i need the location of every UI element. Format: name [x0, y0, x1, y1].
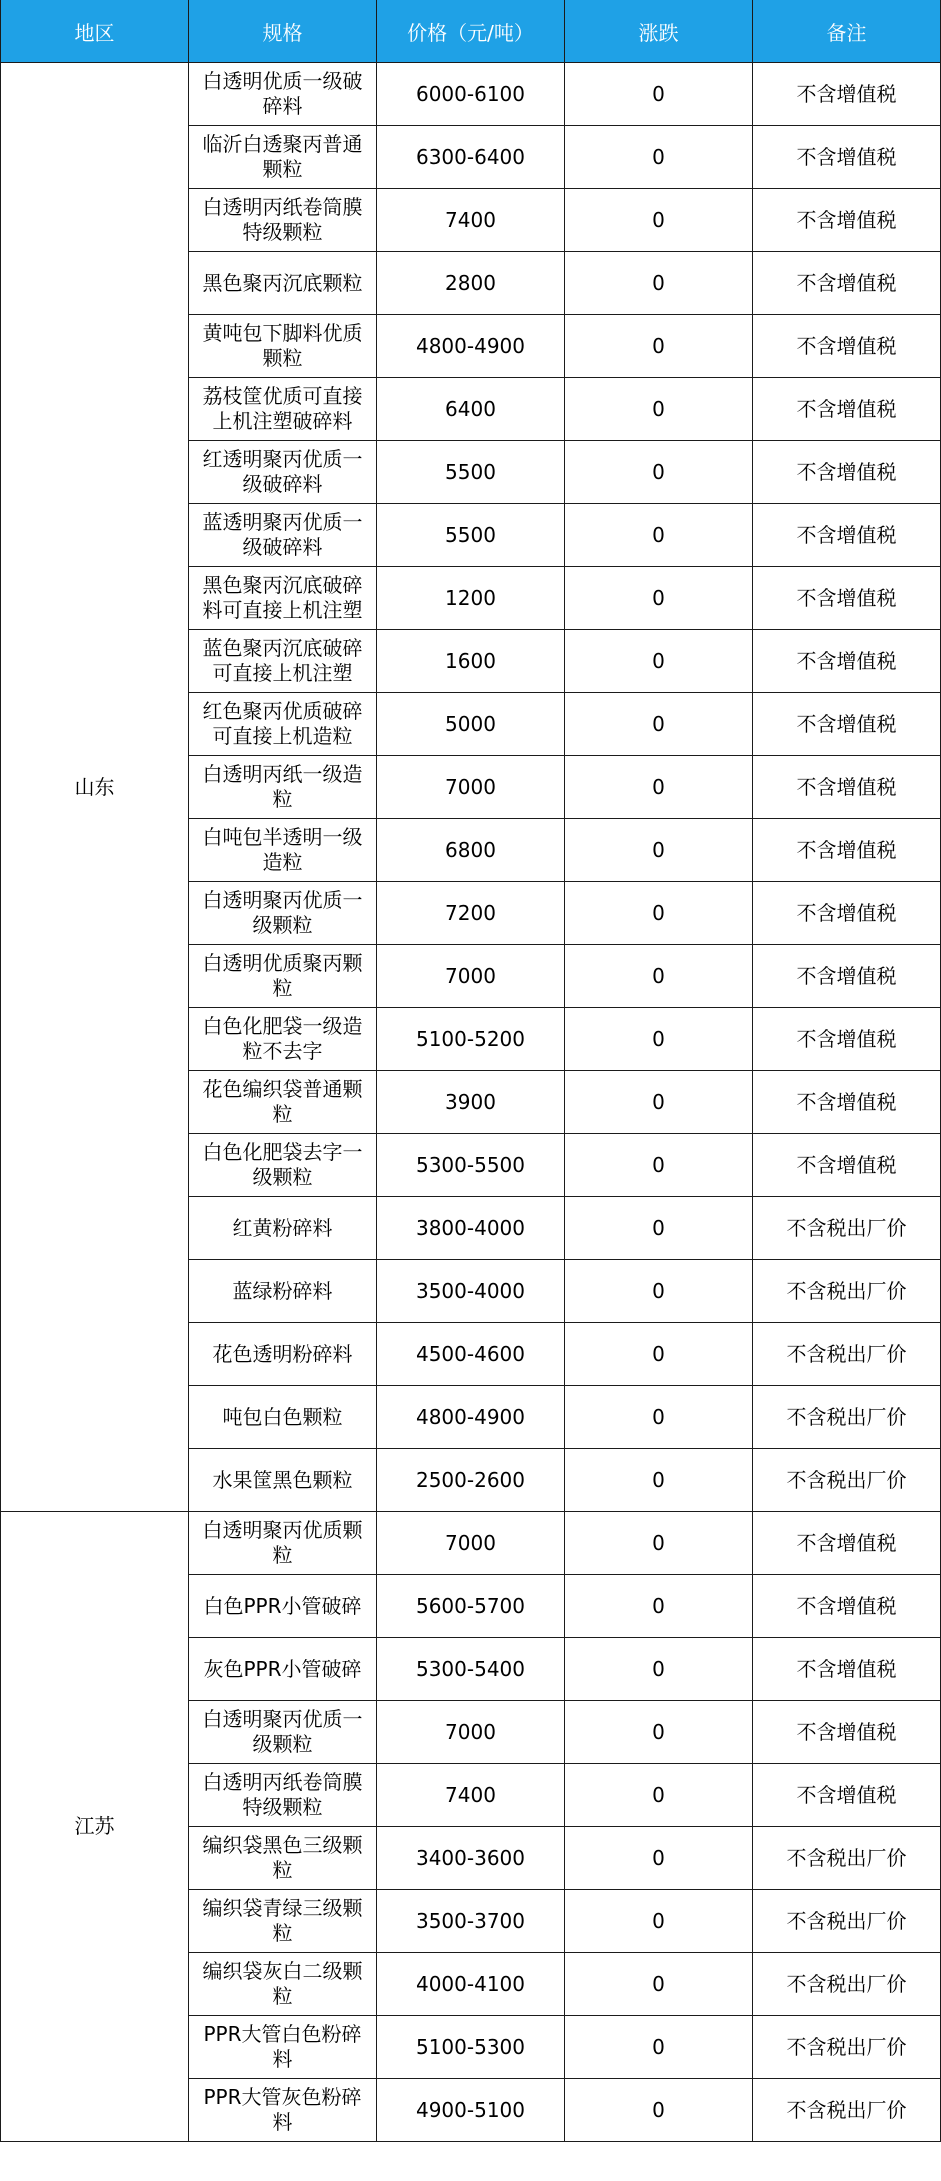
spec-text: 白色化肥袋去字一级颗粒 — [202, 1140, 363, 1189]
note-cell: 不含增值税 — [753, 567, 941, 630]
spec-cell — [189, 882, 377, 945]
spec-text: 白色PPR小管破碎 — [203, 1593, 362, 1618]
header-row — [1, 0, 941, 63]
note-cell: 不含增值税 — [753, 693, 941, 756]
price-cell: 3400-3600 — [377, 1827, 565, 1890]
spec-text: 蓝色聚丙沉底破碎可直接上机注塑 — [202, 636, 363, 685]
spec-text: 白透明优质一级破碎料 — [202, 69, 363, 118]
spec-text: 黑色聚丙沉底破碎料可直接上机注塑 — [202, 573, 363, 622]
change-cell: 0 — [565, 1638, 753, 1701]
price-cell: 4800-4900 — [377, 1386, 565, 1449]
price-cell: 7000 — [377, 1701, 565, 1764]
price-cell: 4000-4100 — [377, 1953, 565, 2016]
spec-cell — [189, 1827, 377, 1890]
price-cell: 3800-4000 — [377, 1197, 565, 1260]
price-cell: 7000 — [377, 756, 565, 819]
note-cell: 不含税出厂价 — [753, 1449, 941, 1512]
price-cell: 7200 — [377, 882, 565, 945]
change-cell: 0 — [565, 504, 753, 567]
spec-text: 荔枝筐优质可直接上机注塑破碎料 — [202, 384, 363, 433]
change-cell: 0 — [565, 945, 753, 1008]
spec-text: 白透明丙纸卷筒膜特级颗粒 — [202, 1770, 363, 1819]
price-cell: 4500-4600 — [377, 1323, 565, 1386]
change-cell: 0 — [565, 1449, 753, 1512]
price-cell: 6800 — [377, 819, 565, 882]
spec-cell — [189, 630, 377, 693]
spec-text: 编织袋黑色三级颗粒 — [202, 1833, 363, 1882]
spec-cell — [189, 252, 377, 315]
change-cell: 0 — [565, 1134, 753, 1197]
price-cell: 3500-3700 — [377, 1890, 565, 1953]
change-cell: 0 — [565, 567, 753, 630]
change-cell: 0 — [565, 441, 753, 504]
price-cell: 6000-6100 — [377, 63, 565, 126]
table-row — [1, 1512, 941, 1575]
spec-text: 红透明聚丙优质一级破碎料 — [202, 447, 363, 496]
note-cell: 不含增值税 — [753, 252, 941, 315]
region-cell: 江苏 — [1, 1512, 189, 2142]
price-cell: 5500 — [377, 504, 565, 567]
note-cell: 不含税出厂价 — [753, 2079, 941, 2142]
spec-text: 白透明聚丙优质一级颗粒 — [202, 888, 363, 937]
note-cell: 不含增值税 — [753, 756, 941, 819]
change-cell: 0 — [565, 315, 753, 378]
change-cell: 0 — [565, 1827, 753, 1890]
spec-text: 白吨包半透明一级造粒 — [202, 825, 363, 874]
change-cell: 0 — [565, 819, 753, 882]
table-header — [1, 0, 941, 63]
region-cell: 山东 — [1, 63, 189, 1512]
note-cell: 不含增值税 — [753, 504, 941, 567]
spec-text: 灰色PPR小管破碎 — [203, 1656, 362, 1681]
note-cell: 不含增值税 — [753, 126, 941, 189]
spec-cell — [189, 1638, 377, 1701]
spec-text: 白色化肥袋一级造粒不去字 — [202, 1014, 363, 1063]
change-cell: 0 — [565, 756, 753, 819]
price-cell: 5000 — [377, 693, 565, 756]
spec-cell — [189, 1386, 377, 1449]
price-cell: 6300-6400 — [377, 126, 565, 189]
change-cell: 0 — [565, 252, 753, 315]
note-cell: 不含增值税 — [753, 315, 941, 378]
change-cell: 0 — [565, 2079, 753, 2142]
spec-cell — [189, 2079, 377, 2142]
header-price: 价格（元/吨） — [377, 0, 565, 63]
note-cell: 不含增值税 — [753, 1512, 941, 1575]
spec-cell — [189, 1323, 377, 1386]
change-cell: 0 — [565, 1071, 753, 1134]
note-cell: 不含税出厂价 — [753, 1260, 941, 1323]
price-cell: 7400 — [377, 1764, 565, 1827]
spec-cell — [189, 378, 377, 441]
price-cell: 6400 — [377, 378, 565, 441]
price-cell: 5500 — [377, 441, 565, 504]
header-change: 涨跌 — [565, 0, 753, 63]
note-cell: 不含增值税 — [753, 1701, 941, 1764]
note-cell: 不含增值税 — [753, 1008, 941, 1071]
price-cell: 2800 — [377, 252, 565, 315]
price-cell: 5300-5500 — [377, 1134, 565, 1197]
spec-cell — [189, 1890, 377, 1953]
spec-cell — [189, 441, 377, 504]
price-cell: 5600-5700 — [377, 1575, 565, 1638]
spec-text: 花色编织袋普通颗粒 — [202, 1077, 363, 1126]
spec-cell — [189, 1701, 377, 1764]
header-note: 备注 — [753, 0, 941, 63]
change-cell: 0 — [565, 1890, 753, 1953]
spec-text: 水果筐黑色颗粒 — [212, 1467, 353, 1492]
price-cell: 1200 — [377, 567, 565, 630]
spec-cell — [189, 1512, 377, 1575]
note-cell: 不含增值税 — [753, 1134, 941, 1197]
note-cell: 不含税出厂价 — [753, 1197, 941, 1260]
note-cell: 不含增值税 — [753, 882, 941, 945]
spec-text: 白透明聚丙优质颗粒 — [202, 1518, 363, 1567]
change-cell: 0 — [565, 126, 753, 189]
price-cell: 5100-5300 — [377, 2016, 565, 2079]
note-cell: 不含增值税 — [753, 1071, 941, 1134]
note-cell: 不含税出厂价 — [753, 1953, 941, 2016]
spec-cell — [189, 1071, 377, 1134]
price-cell: 4800-4900 — [377, 315, 565, 378]
spec-text: 红黄粉碎料 — [232, 1215, 333, 1240]
header-region: 地区 — [1, 0, 189, 63]
change-cell: 0 — [565, 1008, 753, 1071]
spec-cell — [189, 1197, 377, 1260]
table-row — [1, 63, 941, 126]
change-cell: 0 — [565, 1323, 753, 1386]
spec-text: 白透明丙纸一级造粒 — [202, 762, 363, 811]
change-cell: 0 — [565, 1575, 753, 1638]
spec-text: PPR大管灰色粉碎料 — [203, 2085, 362, 2134]
spec-cell — [189, 1134, 377, 1197]
spec-cell — [189, 945, 377, 1008]
spec-cell — [189, 315, 377, 378]
spec-text: 吨包白色颗粒 — [222, 1404, 343, 1429]
spec-cell — [189, 2016, 377, 2079]
spec-cell — [189, 1575, 377, 1638]
spec-text: 蓝透明聚丙优质一级破碎料 — [202, 510, 363, 559]
price-cell: 3500-4000 — [377, 1260, 565, 1323]
spec-cell — [189, 1764, 377, 1827]
price-cell: 3900 — [377, 1071, 565, 1134]
price-cell: 4900-5100 — [377, 2079, 565, 2142]
spec-text: 黑色聚丙沉底颗粒 — [202, 270, 363, 295]
price-cell: 5100-5200 — [377, 1008, 565, 1071]
spec-text: 编织袋灰白二级颗粒 — [202, 1959, 363, 2008]
change-cell: 0 — [565, 189, 753, 252]
spec-cell — [189, 567, 377, 630]
spec-cell — [189, 1260, 377, 1323]
note-cell: 不含增值税 — [753, 630, 941, 693]
note-cell: 不含增值税 — [753, 1575, 941, 1638]
spec-text: 白透明聚丙优质一级颗粒 — [202, 1707, 363, 1756]
note-cell: 不含税出厂价 — [753, 1386, 941, 1449]
change-cell: 0 — [565, 693, 753, 756]
spec-cell — [189, 1008, 377, 1071]
spec-cell — [189, 63, 377, 126]
spec-cell — [189, 756, 377, 819]
price-cell: 1600 — [377, 630, 565, 693]
spec-cell — [189, 1953, 377, 2016]
note-cell: 不含增值税 — [753, 945, 941, 1008]
change-cell: 0 — [565, 1953, 753, 2016]
spec-cell — [189, 189, 377, 252]
price-cell: 7000 — [377, 1512, 565, 1575]
change-cell: 0 — [565, 378, 753, 441]
table-body — [1, 63, 941, 2142]
note-cell: 不含增值税 — [753, 819, 941, 882]
spec-cell — [189, 819, 377, 882]
spec-cell — [189, 693, 377, 756]
change-cell: 0 — [565, 882, 753, 945]
spec-text: 白透明优质聚丙颗粒 — [202, 951, 363, 1000]
spec-cell — [189, 1449, 377, 1512]
price-cell: 5300-5400 — [377, 1638, 565, 1701]
change-cell: 0 — [565, 630, 753, 693]
spec-cell — [189, 504, 377, 567]
change-cell: 0 — [565, 1386, 753, 1449]
note-cell: 不含增值税 — [753, 441, 941, 504]
note-cell: 不含税出厂价 — [753, 1890, 941, 1953]
change-cell: 0 — [565, 1701, 753, 1764]
change-cell: 0 — [565, 1197, 753, 1260]
note-cell: 不含税出厂价 — [753, 1323, 941, 1386]
spec-text: 红色聚丙优质破碎可直接上机造粒 — [202, 699, 363, 748]
spec-text: 黄吨包下脚料优质颗粒 — [202, 321, 363, 370]
spec-text: PPR大管白色粉碎料 — [203, 2022, 362, 2071]
note-cell: 不含增值税 — [753, 63, 941, 126]
price-cell: 2500-2600 — [377, 1449, 565, 1512]
change-cell: 0 — [565, 1512, 753, 1575]
price-cell: 7000 — [377, 945, 565, 1008]
note-cell: 不含增值税 — [753, 1638, 941, 1701]
spec-text: 白透明丙纸卷筒膜特级颗粒 — [202, 195, 363, 244]
spec-text: 花色透明粉碎料 — [212, 1341, 353, 1366]
change-cell: 0 — [565, 63, 753, 126]
spec-cell — [189, 126, 377, 189]
note-cell: 不含税出厂价 — [753, 1827, 941, 1890]
note-cell: 不含税出厂价 — [753, 2016, 941, 2079]
spec-text: 临沂白透聚丙普通颗粒 — [202, 132, 363, 181]
note-cell: 不含增值税 — [753, 189, 941, 252]
change-cell: 0 — [565, 2016, 753, 2079]
change-cell: 0 — [565, 1764, 753, 1827]
note-cell: 不含增值税 — [753, 1764, 941, 1827]
header-spec: 规格 — [189, 0, 377, 63]
note-cell: 不含增值税 — [753, 378, 941, 441]
price-cell: 7400 — [377, 189, 565, 252]
spec-text: 蓝绿粉碎料 — [232, 1278, 333, 1303]
spec-text: 编织袋青绿三级颗粒 — [202, 1896, 363, 1945]
change-cell: 0 — [565, 1260, 753, 1323]
